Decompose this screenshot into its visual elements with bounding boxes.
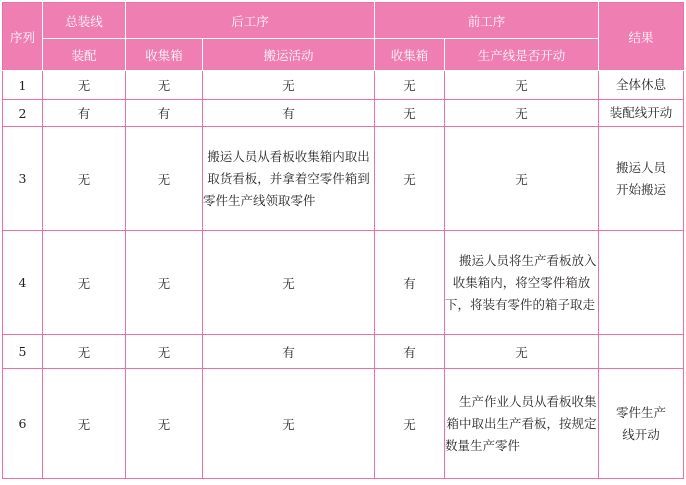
cell-line-status: 搬运人员将生产看板放入收集箱内，将空零件箱放下，将装有零件的箱子取走 xyxy=(445,231,599,335)
cell-assembly: 无 xyxy=(43,231,126,335)
cell-transport: 有 xyxy=(203,335,375,369)
cell-transport: 无 xyxy=(203,231,375,335)
table-row xyxy=(3,71,684,100)
header-assembly: 装配 xyxy=(43,39,126,71)
cell-line-status: 无 xyxy=(445,71,599,100)
cell-assembly: 无 xyxy=(43,127,126,231)
cell-transport: 无 xyxy=(203,369,375,479)
header-front-box: 收集箱 xyxy=(375,39,445,71)
kanban-process-table xyxy=(2,2,684,479)
cell-back-box: 有 xyxy=(126,100,203,127)
header-transport: 搬运活动 xyxy=(203,39,375,71)
cell-seq: 4 xyxy=(3,231,43,335)
table-row xyxy=(3,231,684,335)
cell-result: 零件生产线开动 xyxy=(599,369,684,479)
cell-transport: 无 xyxy=(203,71,375,100)
cell-assembly: 有 xyxy=(43,100,126,127)
cell-seq: 6 xyxy=(3,369,43,479)
table-row xyxy=(3,127,684,231)
cell-result: 全体休息 xyxy=(599,71,684,100)
cell-line-status: 无 xyxy=(445,127,599,231)
cell-seq: 3 xyxy=(3,127,43,231)
header-line-status: 生产线是否开动 xyxy=(445,39,599,71)
header-result: 结果 xyxy=(599,3,684,71)
cell-back-box: 无 xyxy=(126,231,203,335)
cell-result xyxy=(599,231,684,335)
cell-seq: 1 xyxy=(3,71,43,100)
cell-result: 搬运人员开始搬运 xyxy=(599,127,684,231)
cell-transport: 搬运人员从看板收集箱内取出取货看板，并拿着空零件箱到零件生产线领取零件 xyxy=(203,127,375,231)
cell-front-box: 有 xyxy=(375,231,445,335)
header-front-process: 前工序 xyxy=(375,3,599,39)
header-seq: 序列 xyxy=(3,3,43,71)
table-header xyxy=(3,3,684,71)
cell-seq: 2 xyxy=(3,100,43,127)
table-body xyxy=(3,71,684,479)
cell-assembly: 无 xyxy=(43,369,126,479)
cell-result xyxy=(599,335,684,369)
cell-assembly: 无 xyxy=(43,335,126,369)
cell-line-status: 无 xyxy=(445,100,599,127)
cell-back-box: 无 xyxy=(126,369,203,479)
table-row xyxy=(3,335,684,369)
cell-front-box: 无 xyxy=(375,71,445,100)
table-row xyxy=(3,369,684,479)
cell-front-box: 有 xyxy=(375,335,445,369)
cell-front-box: 无 xyxy=(375,369,445,479)
cell-front-box: 无 xyxy=(375,127,445,231)
cell-front-box: 无 xyxy=(375,100,445,127)
header-back-process: 后工序 xyxy=(126,3,375,39)
cell-line-status: 无 xyxy=(445,335,599,369)
cell-transport: 有 xyxy=(203,100,375,127)
cell-back-box: 无 xyxy=(126,71,203,100)
cell-assembly: 无 xyxy=(43,71,126,100)
table-row xyxy=(3,100,684,127)
header-main-line: 总装线 xyxy=(43,3,126,39)
cell-result: 装配线开动 xyxy=(599,100,684,127)
cell-line-status: 生产作业人员从看板收集箱中取出生产看板，按规定数量生产零件 xyxy=(445,369,599,479)
cell-seq: 5 xyxy=(3,335,43,369)
cell-back-box: 无 xyxy=(126,127,203,231)
cell-back-box: 无 xyxy=(126,335,203,369)
header-back-box: 收集箱 xyxy=(126,39,203,71)
